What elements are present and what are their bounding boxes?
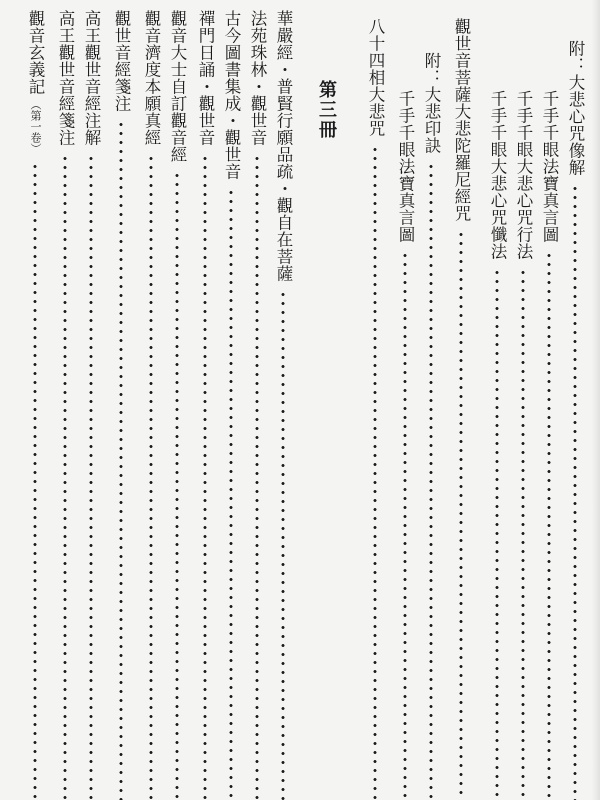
toc-entry-title: 禪門日誦・觀世音 xyxy=(196,10,215,146)
leader-dots xyxy=(229,188,233,800)
toc-entry-title: 華嚴經・普賢行願品疏・觀自在菩薩 xyxy=(274,10,293,282)
toc-entry-title: 千手千眼大悲心咒行法 xyxy=(514,90,533,260)
leader-dots xyxy=(149,154,153,800)
toc-entry-title: 法苑珠林・觀世音 xyxy=(248,10,267,146)
toc-entry[interactable] xyxy=(450,18,472,800)
toc-entry[interactable] xyxy=(420,52,442,800)
toc-entry[interactable] xyxy=(364,18,386,800)
toc-entry[interactable] xyxy=(166,10,188,800)
toc-entry[interactable] xyxy=(80,10,102,800)
leader-dots xyxy=(373,145,377,800)
leader-dots xyxy=(547,251,551,800)
toc-entry-title: 八十四相大悲咒 xyxy=(366,18,385,137)
volume-heading: 第三冊 xyxy=(316,80,337,140)
toc-entry-title: 千手千眼法寶真言圖 xyxy=(396,90,415,243)
toc-entry-title: 千手千眼法寶真言圖 xyxy=(540,90,559,243)
leader-dots xyxy=(175,171,179,800)
toc-entry[interactable] xyxy=(272,10,294,800)
toc-entry-title: 高王觀世音經注解 xyxy=(82,10,101,146)
toc-entry[interactable] xyxy=(394,90,416,800)
toc-entry-title: 高王觀世音經箋注 xyxy=(56,10,75,146)
toc-entry[interactable] xyxy=(140,10,162,800)
toc-entry[interactable] xyxy=(486,90,508,800)
leader-dots xyxy=(429,162,433,800)
toc-entry-title: 千手千眼大悲心咒懺法 xyxy=(488,90,507,260)
toc-entry-title: 附：大悲心咒像解 xyxy=(566,40,585,176)
toc-entry-title: 觀音大士自訂觀音經 xyxy=(168,10,187,163)
toc-entry-title: 觀世音菩薩大悲陀羅尼經咒 xyxy=(452,18,471,222)
toc-entry[interactable] xyxy=(220,10,242,800)
volume-note: （第一卷） xyxy=(29,99,42,154)
toc-entry-title: 觀世音經箋注 xyxy=(112,10,131,112)
leader-dots xyxy=(89,154,93,800)
leader-dots xyxy=(521,268,525,800)
leader-dots xyxy=(203,154,207,800)
toc-entry-title: 觀音濟度本願真經 xyxy=(142,10,161,146)
toc-entry[interactable] xyxy=(564,40,586,800)
toc-entry[interactable] xyxy=(54,10,76,800)
leader-dots xyxy=(119,120,123,800)
leader-dots xyxy=(459,230,463,800)
leader-dots xyxy=(281,290,285,800)
leader-dots xyxy=(63,154,67,800)
toc-entry[interactable] xyxy=(538,90,560,800)
toc-entry[interactable] xyxy=(24,10,46,800)
toc-entry[interactable] xyxy=(246,10,268,800)
page-edge-shadow xyxy=(592,0,600,800)
toc-entry[interactable] xyxy=(194,10,216,800)
leader-dots xyxy=(403,251,407,800)
leader-dots xyxy=(495,268,499,800)
toc-entry-title: 觀音玄義記 xyxy=(26,10,45,95)
leader-dots xyxy=(573,184,577,800)
toc-entry[interactable] xyxy=(110,10,132,800)
toc-entry-title: 附：大悲印訣 xyxy=(422,52,441,154)
leader-dots xyxy=(255,154,259,800)
leader-dots xyxy=(33,162,37,800)
toc-entry[interactable] xyxy=(512,90,534,800)
toc-entry-title: 古今圖書集成・觀世音 xyxy=(222,10,241,180)
